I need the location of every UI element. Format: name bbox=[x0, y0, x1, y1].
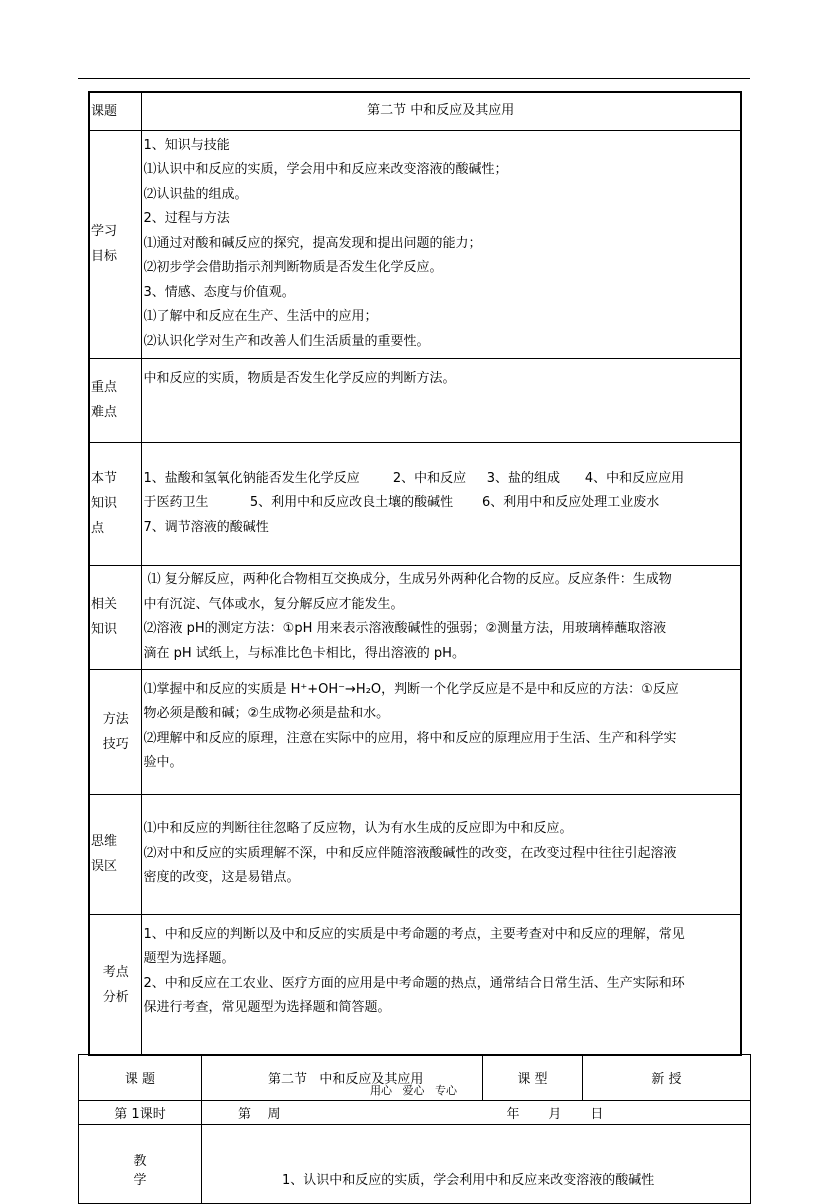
plan-teach-label bbox=[79, 1125, 202, 1204]
lesson-title: 第二节 中和反应及其应用 bbox=[141, 92, 741, 130]
label-line: 知识 bbox=[91, 496, 118, 511]
motto-text: 用心 爱心 专心 bbox=[370, 1084, 457, 1097]
plan-week-label: 第 周 bbox=[202, 1101, 347, 1125]
text-line: ⑴通过对酸和碱反应的探究，提高发现和提出问题的能力； bbox=[143, 235, 482, 251]
text-line: ⑴中和反应的判断往往忽略了反应物，认为有水生成的反应即为中和反应。 bbox=[143, 821, 573, 837]
row-learning-goals bbox=[89, 130, 741, 358]
text-line: 密度的改变，这是易错点。 bbox=[143, 870, 300, 886]
plan-row-goals bbox=[79, 1125, 751, 1204]
label-topic: 课题 bbox=[89, 92, 141, 130]
plan-teach-goal: 1、认识中和反应的实质，学会利用中和反应来改变溶液的酸碱性 bbox=[202, 1125, 751, 1204]
label-line: 本节 bbox=[91, 471, 118, 486]
text-line: 于医药卫生 5、利用中和反应改良土壤的酸碱性 6、利用中和反应处理工业废水 bbox=[143, 495, 660, 511]
lesson-plan-table bbox=[78, 1054, 751, 1204]
row-related-knowledge bbox=[89, 565, 741, 669]
text-line: 1、中和反应的判断以及中和反应的实质是中考命题的考点，主要考查对中和反应的理解，常见 bbox=[143, 926, 685, 942]
text-line: ⑵对中和反应的实质理解不深，中和反应伴随溶液酸碱性的改变，在改变过程中往往引起溶液 bbox=[143, 845, 677, 861]
row-methods bbox=[89, 669, 741, 794]
text-line: 中和反应的实质，物质是否发生化学反应的判断方法。 bbox=[143, 370, 456, 386]
label-key-points bbox=[89, 358, 141, 442]
row-exam-analysis bbox=[89, 914, 741, 1055]
plan-type-label: 课 型 bbox=[483, 1055, 583, 1101]
plan-row-topic bbox=[79, 1055, 751, 1101]
label-line: 思维 bbox=[91, 834, 118, 849]
label-line: 重点 bbox=[91, 380, 118, 395]
row-misconceptions bbox=[89, 794, 741, 914]
exam-analysis-content bbox=[141, 914, 741, 1055]
label-misconceptions bbox=[89, 794, 141, 914]
label-line: 方法 bbox=[102, 711, 129, 727]
label-line: 学 bbox=[133, 1173, 147, 1188]
label-line: 相关 bbox=[91, 597, 118, 612]
label-line: 教 bbox=[133, 1154, 147, 1169]
misconceptions-content bbox=[141, 794, 741, 914]
text-line: ⑵认识盐的组成。 bbox=[143, 186, 248, 202]
plan-topic-label: 课 题 bbox=[79, 1055, 202, 1101]
text-line: ⑴掌握中和反应的实质是 H⁺+OH⁻→H₂O，判断一个化学反应是不是中和反应的方法：①反应 bbox=[143, 681, 679, 697]
label-methods bbox=[89, 669, 141, 794]
label-line: 考点 bbox=[102, 964, 129, 980]
label-related-knowledge bbox=[89, 565, 141, 669]
text-line: ⑵初步学会借助指示剂判断物质是否发生化学反应。 bbox=[143, 260, 443, 276]
text-line: 1、知识与技能 bbox=[143, 137, 230, 153]
learning-goals-content bbox=[141, 130, 741, 358]
text-line: ⑵认识化学对生产和改善人们生活质量的重要性。 bbox=[143, 333, 430, 349]
related-knowledge-content bbox=[141, 565, 741, 669]
text-line: 1、盐酸和氢氧化钠能否发生化学反应 2、中和反应 3、盐的组成 4、中和反应应用 bbox=[143, 470, 685, 486]
text-line: 中有沉淀、气体或水，复分解反应才能发生。 bbox=[143, 596, 404, 612]
label-line: 目标 bbox=[91, 249, 118, 264]
text-line: ⑴认识中和反应的实质，学会用中和反应来改变溶液的酸碱性； bbox=[143, 162, 508, 178]
text-line: 物必须是酸和碱；②生成物必须是盐和水。 bbox=[143, 706, 390, 721]
text-line: 2、过程与方法 bbox=[143, 211, 230, 227]
label-exam-analysis bbox=[89, 914, 141, 1055]
label-line: 难点 bbox=[91, 405, 118, 420]
header-rule bbox=[78, 78, 750, 79]
text-line: 保进行考查，常见题型为选择题和简答题。 bbox=[143, 1000, 391, 1015]
label-line: 分析 bbox=[102, 989, 129, 1005]
text-line: ⑴ 复分解反应，两种化合物相互交换成分，生成另外两种化合物的反应。反应条件：生成物 bbox=[143, 572, 672, 587]
label-line: 误区 bbox=[91, 859, 118, 874]
plan-type-value: 新 授 bbox=[583, 1055, 751, 1101]
text-line: ⑵理解中和反应的原理，注意在实际中的应用，将中和反应的原理应用于生活、生产和科学实 bbox=[143, 730, 677, 746]
plan-topic-text: 第二节 中和反应及其应用 bbox=[268, 1072, 424, 1087]
methods-content bbox=[141, 669, 741, 794]
label-line: 点 bbox=[91, 521, 105, 536]
plan-period-label: 第 1课时 bbox=[79, 1101, 202, 1125]
lesson-overview-table bbox=[88, 91, 742, 1056]
label-line: 知识 bbox=[91, 622, 118, 637]
text-line: 2、中和反应在工农业、医疗方面的应用是中考命题的热点，通常结合日常生活、生产实际和环 bbox=[143, 975, 685, 991]
label-learning-goals bbox=[89, 130, 141, 358]
key-points-content bbox=[141, 358, 741, 442]
plan-topic-value bbox=[202, 1055, 483, 1101]
text-line: 3、情感、态度与价值观。 bbox=[143, 284, 295, 300]
knowledge-points-content bbox=[141, 442, 741, 565]
label-line: 技巧 bbox=[102, 736, 129, 752]
text-line: 7、调节溶液的酸碱性 bbox=[143, 519, 269, 535]
label-line: 学习 bbox=[91, 224, 118, 239]
plan-date-label: 年 月 日 bbox=[347, 1101, 751, 1125]
text-line: ⑴了解中和反应在生产、生活中的应用； bbox=[143, 309, 378, 325]
text-line: 验中。 bbox=[143, 755, 183, 770]
row-knowledge-points bbox=[89, 442, 741, 565]
row-key-points bbox=[89, 358, 741, 442]
row-topic bbox=[89, 92, 741, 130]
text-line: 滴在 pH 试纸上，与标准比色卡相比，得出溶液的 pH。 bbox=[143, 645, 465, 661]
label-knowledge-points bbox=[89, 442, 141, 565]
text-line: ⑵溶液 pH的测定方法：①pH 用来表示溶液酸碱性的强弱；②测量方法，用玻璃棒蘸取溶液 bbox=[143, 621, 667, 636]
plan-row-period bbox=[79, 1101, 751, 1125]
text-line: 题型为选择题。 bbox=[143, 951, 235, 966]
